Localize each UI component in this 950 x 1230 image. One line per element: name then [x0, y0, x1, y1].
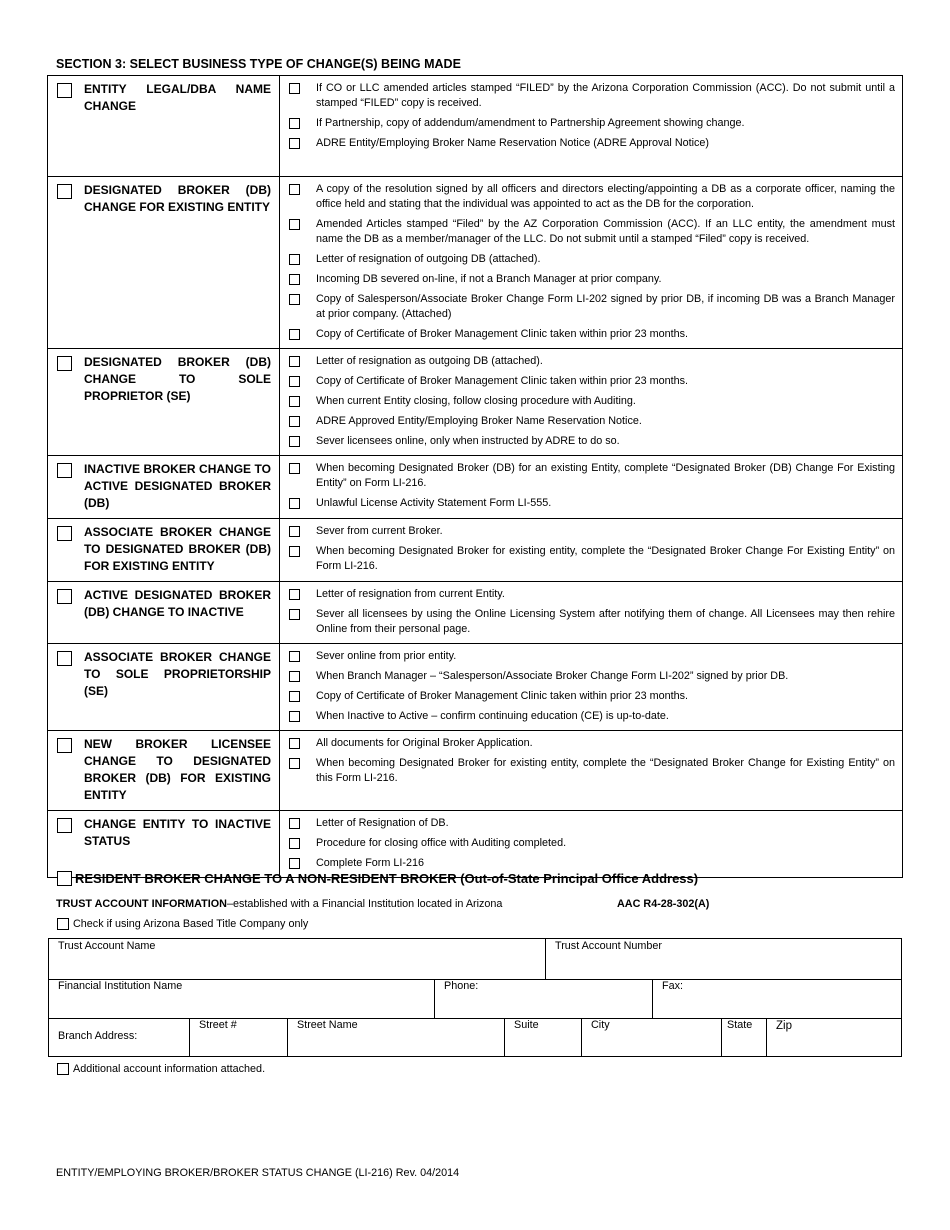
requirement-checkbox[interactable] [289, 254, 300, 265]
change-type-label: NEW BROKER LICENSEE CHANGE TO DESIGNATED BROKER (DB) FOR EXISTING ENTITY [84, 737, 271, 802]
trust-row-address [49, 1018, 901, 1057]
requirement-checkbox[interactable] [289, 858, 300, 869]
requirement-item [288, 354, 895, 369]
requirement-item [288, 81, 895, 111]
change-type-cell [48, 519, 280, 582]
requirement-item [288, 217, 895, 247]
requirement-checkbox[interactable] [289, 671, 300, 682]
form-footer: ENTITY/EMPLOYING BROKER/BROKER STATUS CHANGE (LI-216) Rev. 04/2014 [56, 1167, 460, 1179]
zip-field[interactable] [766, 1018, 901, 1057]
requirement-item [288, 394, 895, 409]
requirement-checkbox[interactable] [289, 691, 300, 702]
requirement-text: When becoming Designated Broker for existing entity, complete the “Designated Broker Change For Existing Entity” on Form LI-216. [316, 545, 895, 572]
requirement-item [288, 816, 895, 831]
change-type-label: CHANGE ENTITY TO INACTIVE STATUS [84, 817, 271, 848]
requirements-cell [280, 731, 903, 811]
resident-change-label: RESIDENT BROKER CHANGE TO A NON-RESIDENT BROKER (Out-of-State Principal Office Address) [75, 871, 699, 886]
trust-account-subheading: –established with a Financial Institution located in Arizona [226, 898, 503, 910]
suite-field[interactable] [504, 1018, 581, 1057]
requirement-item [288, 182, 895, 212]
change-type-checkbox[interactable] [57, 356, 72, 371]
requirements-cell [280, 519, 903, 582]
requirement-text: Unlawful License Activity Statement Form LI-555. [316, 497, 552, 509]
requirement-item [288, 689, 895, 704]
street-number-field[interactable] [189, 1018, 287, 1057]
requirement-text: Amended Articles stamped “Filed” by the AZ Corporation Commission (ACC). If an LLC entity, the amendment must name the DB as a member/manager of the LLC. Do not submit until a stamped “Filed” copy is received. [316, 218, 895, 245]
requirement-item [288, 327, 895, 342]
requirement-item [288, 136, 895, 151]
requirement-text: A copy of the resolution signed by all officers and directors electing/appointing a DB as a corporate officer, naming the office held and stating that the individual was appointed to act as the DB for the corporation. [316, 183, 895, 210]
change-type-cell [48, 811, 280, 878]
requirement-item [288, 414, 895, 429]
trust-row-account [49, 939, 901, 980]
fax-label: Fax: [662, 980, 683, 992]
change-type-checkbox[interactable] [57, 738, 72, 753]
change-type-cell [48, 177, 280, 349]
requirement-checkbox[interactable] [289, 838, 300, 849]
requirement-text: When current Entity closing, follow closing procedure with Auditing. [316, 395, 636, 407]
change-type-checkbox[interactable] [57, 83, 72, 98]
change-type-label: ASSOCIATE BROKER CHANGE TO SOLE PROPRIETORSHIP (SE) [84, 650, 271, 698]
change-type-row [48, 349, 903, 456]
resident-change-row [57, 871, 698, 886]
city-field[interactable] [581, 1018, 721, 1057]
requirement-item [288, 544, 895, 574]
requirement-text: Incoming DB severed on-line, if not a Branch Manager at prior company. [316, 273, 662, 285]
requirement-checkbox[interactable] [289, 138, 300, 149]
requirement-text: If Partnership, copy of addendum/amendment to Partnership Agreement showing change. [316, 117, 745, 129]
trust-account-number-label: Trust Account Number [555, 940, 663, 952]
requirement-item [288, 649, 895, 664]
requirement-text: Copy of Certificate of Broker Management Clinic taken within prior 23 months. [316, 375, 689, 387]
requirement-checkbox[interactable] [289, 818, 300, 829]
requirement-item [288, 709, 895, 724]
requirements-cell [280, 582, 903, 644]
requirement-checkbox[interactable] [289, 274, 300, 285]
requirement-item [288, 836, 895, 851]
requirement-item [288, 374, 895, 389]
requirement-text: When Branch Manager – “Salesperson/Associate Broker Change Form LI-202” signed by prior DB. [316, 670, 789, 682]
requirement-checkbox[interactable] [289, 498, 300, 509]
requirement-item [288, 524, 895, 539]
institution-name-label: Financial Institution Name [58, 980, 183, 992]
additional-info-checkbox[interactable] [57, 1063, 69, 1075]
requirement-checkbox[interactable] [289, 356, 300, 367]
requirement-text: When becoming Designated Broker (DB) for an existing Entity, complete “Designated Broker (DB) Change For Existing Entity” on Form LI-216. [316, 462, 895, 489]
change-type-row [48, 177, 903, 349]
change-type-row [48, 76, 903, 177]
street-name-label: Street Name [297, 1019, 358, 1031]
requirement-text: Sever all licensees by using the Online Licensing System after notifying them of change. All Licensees may then rehire Online from their personal page. [316, 608, 895, 635]
requirement-item [288, 669, 895, 684]
requirements-cell [280, 644, 903, 731]
requirement-text: Letter of resignation of outgoing DB (attached). [316, 253, 541, 265]
state-label: State [727, 1019, 753, 1031]
street-number-label: Street # [199, 1019, 237, 1031]
change-type-label: INACTIVE BROKER CHANGE TO ACTIVE DESIGNATED BROKER (DB) [84, 462, 271, 510]
change-type-checkbox[interactable] [57, 526, 72, 541]
change-type-label: DESIGNATED BROKER (DB) CHANGE FOR EXISTING ENTITY [84, 183, 271, 214]
change-type-label: ENTITY LEGAL/DBA NAME CHANGE [84, 82, 271, 113]
requirement-text: All documents for Original Broker Application. [316, 737, 533, 749]
street-name-field[interactable] [287, 1018, 504, 1057]
change-type-checkbox[interactable] [57, 589, 72, 604]
requirement-item [288, 496, 895, 511]
requirement-text: Sever from current Broker. [316, 525, 443, 537]
change-type-label: DESIGNATED BROKER (DB) CHANGE TO SOLE PROPRIETOR (SE) [84, 355, 271, 403]
requirement-checkbox[interactable] [289, 83, 300, 94]
requirement-checkbox[interactable] [289, 329, 300, 340]
requirement-item [288, 856, 895, 871]
requirement-checkbox[interactable] [289, 436, 300, 447]
change-type-cell [48, 349, 280, 456]
institution-name-field[interactable] [49, 979, 434, 1018]
resident-change-checkbox[interactable] [57, 871, 72, 886]
additional-info-label: Additional account information attached. [73, 1063, 266, 1075]
change-type-cell [48, 644, 280, 731]
requirement-text: ADRE Approved Entity/Employing Broker Name Reservation Notice. [316, 415, 642, 427]
requirement-text: Procedure for closing office with Auditing completed. [316, 837, 567, 849]
requirements-cell [280, 177, 903, 349]
trust-account-heading-row [56, 898, 816, 910]
requirements-cell [280, 349, 903, 456]
change-type-row [48, 644, 903, 731]
title-company-label: Check if using Arizona Based Title Company only [73, 918, 309, 930]
suite-label: Suite [514, 1019, 539, 1031]
requirement-checkbox[interactable] [289, 376, 300, 387]
trust-account-name-label: Trust Account Name [58, 940, 156, 952]
requirement-item [288, 292, 895, 322]
trust-account-heading: TRUST ACCOUNT INFORMATION [56, 898, 227, 910]
requirement-text: When becoming Designated Broker for existing entity, complete the “Designated Broker Change for Existing Entity” on this Form LI-216. [316, 757, 895, 784]
requirement-checkbox[interactable] [289, 118, 300, 129]
requirement-text: ADRE Entity/Employing Broker Name Reservation Notice (ADRE Approval Notice) [316, 137, 710, 149]
branch-address-label: Branch Address: [58, 1030, 138, 1042]
change-type-cell [48, 76, 280, 177]
change-type-row [48, 519, 903, 582]
requirement-item [288, 587, 895, 602]
requirement-text: Copy of Certificate of Broker Management Clinic taken within prior 23 months. [316, 690, 689, 702]
requirement-checkbox[interactable] [289, 589, 300, 600]
requirement-text: Copy of Certificate of Broker Management Clinic taken within prior 23 months. [316, 328, 689, 340]
requirement-checkbox[interactable] [289, 219, 300, 230]
requirement-checkbox[interactable] [289, 711, 300, 722]
change-type-checkbox[interactable] [57, 463, 72, 478]
zip-label: Zip [776, 1020, 792, 1032]
requirement-checkbox[interactable] [289, 758, 300, 769]
requirement-checkbox[interactable] [289, 738, 300, 749]
trust-account-number-field[interactable] [545, 939, 901, 979]
change-type-row [48, 456, 903, 519]
change-type-table [47, 75, 903, 878]
requirement-text: When Inactive to Active – confirm continuing education (CE) is up-to-date. [316, 710, 669, 722]
requirement-item [288, 252, 895, 267]
requirement-item [288, 272, 895, 287]
requirements-cell [280, 76, 903, 177]
change-type-row [48, 582, 903, 644]
change-type-cell [48, 582, 280, 644]
change-type-label: ASSOCIATE BROKER CHANGE TO DESIGNATED BROKER (DB) FOR EXISTING ENTITY [84, 525, 271, 573]
requirement-text: Complete Form LI-216 [316, 857, 425, 869]
requirement-checkbox[interactable] [289, 546, 300, 557]
requirement-item [288, 607, 895, 637]
requirement-text: Copy of Salesperson/Associate Broker Change Form LI-202 signed by prior DB, if incoming DB was a Branch Manager at prior company. (Attached) [316, 293, 895, 320]
phone-label: Phone: [444, 980, 479, 992]
change-type-row [48, 731, 903, 811]
section-title: SECTION 3: SELECT BUSINESS TYPE OF CHANGE(S) BEING MADE [56, 57, 461, 71]
requirement-item [288, 756, 895, 786]
city-label: City [591, 1019, 610, 1031]
requirement-item [288, 434, 895, 449]
requirement-item [288, 461, 895, 491]
requirement-checkbox[interactable] [289, 609, 300, 620]
requirement-text: If CO or LLC amended articles stamped “FILED” by the Arizona Corporation Commission (ACC). Do not submit until a stamped “FILED” copy is received. [316, 82, 895, 109]
fax-field[interactable] [652, 979, 901, 1018]
change-type-row [48, 811, 903, 878]
requirement-text: Sever online from prior entity. [316, 650, 457, 662]
requirement-text: Letter of Resignation of DB. [316, 817, 449, 829]
aac-rule-reference: AAC R4-28-302(A) [617, 898, 710, 910]
requirement-checkbox[interactable] [289, 651, 300, 662]
phone-field[interactable] [434, 979, 652, 1018]
trust-account-grid [48, 938, 902, 1057]
requirement-checkbox[interactable] [289, 416, 300, 427]
requirement-checkbox[interactable] [289, 396, 300, 407]
change-type-cell [48, 456, 280, 519]
requirement-checkbox[interactable] [289, 463, 300, 474]
change-type-cell [48, 731, 280, 811]
change-type-checkbox[interactable] [57, 651, 72, 666]
change-type-label: ACTIVE DESIGNATED BROKER (DB) CHANGE TO INACTIVE [84, 588, 271, 619]
requirements-cell [280, 456, 903, 519]
requirement-text: Letter of resignation from current Entity. [316, 588, 505, 600]
requirement-checkbox[interactable] [289, 294, 300, 305]
change-type-checkbox[interactable] [57, 184, 72, 199]
requirement-text: Letter of resignation as outgoing DB (attached). [316, 355, 543, 367]
requirement-item [288, 116, 895, 131]
requirement-checkbox[interactable] [289, 184, 300, 195]
requirement-item [288, 736, 895, 751]
requirement-text: Sever licensees online, only when instructed by ADRE to do so. [316, 435, 620, 447]
change-type-checkbox[interactable] [57, 818, 72, 833]
additional-info-row [57, 1063, 265, 1075]
trust-row-institution [49, 979, 901, 1019]
title-company-row [57, 918, 308, 930]
trust-account-name-field[interactable] [49, 939, 545, 979]
state-field[interactable] [721, 1018, 766, 1057]
requirements-cell [280, 811, 903, 878]
title-company-checkbox[interactable] [57, 918, 69, 930]
requirement-checkbox[interactable] [289, 526, 300, 537]
branch-address-cell [49, 1018, 189, 1057]
